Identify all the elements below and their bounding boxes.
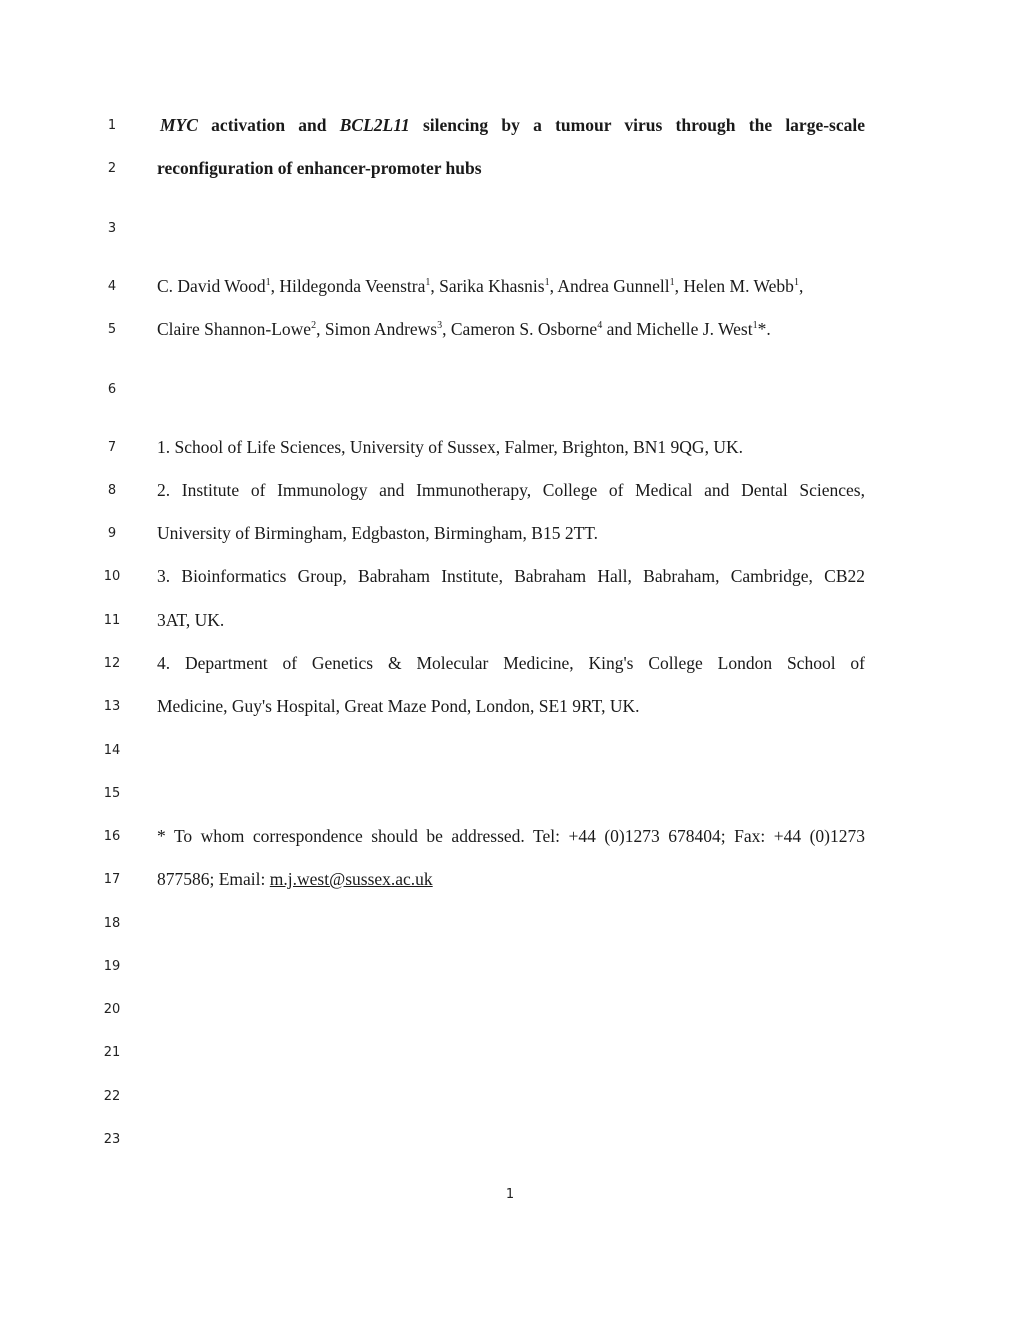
line-number: 22 bbox=[103, 1089, 121, 1104]
affiliation-mark: 4 bbox=[597, 320, 603, 331]
author-line-2 bbox=[157, 314, 865, 344]
line-row-20 bbox=[0, 994, 1020, 1024]
line-row-22 bbox=[0, 1081, 1020, 1111]
author-name: Michelle J. West bbox=[636, 319, 753, 339]
separator: , bbox=[674, 276, 684, 296]
line-number: 15 bbox=[103, 786, 121, 801]
line-number: 4 bbox=[107, 279, 117, 294]
title-text: silencing by a tumour virus through the large-scale bbox=[409, 115, 865, 135]
line-number: 17 bbox=[103, 872, 121, 887]
affiliation-mark: 1 bbox=[793, 277, 799, 288]
affiliation-mark: 1 bbox=[425, 277, 431, 288]
separator: , bbox=[270, 276, 280, 296]
line-row-23 bbox=[0, 1124, 1020, 1154]
line-number: 20 bbox=[103, 1002, 121, 1017]
line-number: 1 bbox=[107, 118, 117, 133]
author-line-1 bbox=[157, 271, 865, 301]
line-row-18 bbox=[0, 908, 1020, 938]
separator: , bbox=[316, 319, 325, 339]
line-number: 10 bbox=[103, 569, 121, 584]
separator: , bbox=[798, 276, 804, 296]
author-name: Claire Shannon-Lowe bbox=[157, 319, 312, 339]
line-number: 13 bbox=[103, 699, 121, 714]
line-row-6 bbox=[0, 374, 1020, 404]
line-number: 5 bbox=[107, 322, 117, 337]
affiliation-mark: 1 bbox=[265, 277, 271, 288]
correspondence-line-2 bbox=[157, 864, 865, 894]
affiliation-mark: 1 bbox=[544, 277, 550, 288]
affiliation-1: 1. School of Life Sciences, University of Sussex, Falmer, Brighton, BN1 9QG, UK. bbox=[157, 437, 743, 457]
author-name: Sarika Khasnis bbox=[439, 276, 545, 296]
title-line-2: reconfiguration of enhancer-promoter hubs bbox=[157, 158, 482, 178]
gene-name-bcl2l11: BCL2L11 bbox=[339, 115, 410, 135]
line-number: 18 bbox=[103, 916, 121, 931]
email-link[interactable]: m.j.west@sussex.ac.uk bbox=[269, 869, 433, 889]
line-number: 23 bbox=[103, 1132, 121, 1147]
affiliation-mark: 1 bbox=[669, 277, 675, 288]
affiliation-2-line-1: 2. Institute of Immunology and Immunotherapy, College of Medical and Dental Sciences, bbox=[157, 480, 865, 500]
line-number: 7 bbox=[107, 440, 117, 455]
line-number: 9 bbox=[107, 526, 117, 541]
line-row-15 bbox=[0, 778, 1020, 808]
line-number: 16 bbox=[103, 829, 121, 844]
line-row-19 bbox=[0, 951, 1020, 981]
email-prefix: 877586; Email: bbox=[157, 869, 270, 889]
line-number: 14 bbox=[103, 743, 121, 758]
affiliation-3-line-2: 3AT, UK. bbox=[157, 610, 225, 630]
gene-name-myc: MYC bbox=[160, 115, 198, 135]
line-row-21 bbox=[0, 1037, 1020, 1067]
separator: , bbox=[442, 319, 451, 339]
author-name: Helen M. Webb bbox=[683, 276, 794, 296]
affiliation-mark: 3 bbox=[437, 320, 443, 331]
line-number: 11 bbox=[103, 613, 121, 628]
line-number: 19 bbox=[103, 959, 121, 974]
author-name: Andrea Gunnell bbox=[557, 276, 670, 296]
separator: and bbox=[602, 319, 637, 339]
separator: *. bbox=[757, 319, 771, 339]
title-line-1 bbox=[160, 110, 865, 140]
author-name: Hildegonda Veenstra bbox=[279, 276, 426, 296]
affiliation-mark: 1 bbox=[752, 320, 758, 331]
affiliation-4-line-1: 4. Department of Genetics & Molecular Medicine, King's College London School of bbox=[157, 653, 865, 673]
affiliation-4-line-2: Medicine, Guy's Hospital, Great Maze Pond, London, SE1 9RT, UK. bbox=[157, 696, 640, 716]
separator: , bbox=[430, 276, 440, 296]
affiliation-2-line-2: University of Birmingham, Edgbaston, Birmingham, B15 2TT. bbox=[157, 523, 599, 543]
line-number: 2 bbox=[107, 161, 117, 176]
line-number: 21 bbox=[103, 1045, 121, 1060]
line-row-3 bbox=[0, 213, 1020, 243]
affiliation-mark: 2 bbox=[311, 320, 317, 331]
line-number: 8 bbox=[107, 483, 117, 498]
line-number: 3 bbox=[107, 221, 117, 236]
title-text: activation and bbox=[197, 115, 340, 135]
separator: , bbox=[549, 276, 558, 296]
correspondence-line-1: * To whom correspondence should be addressed. Tel: +44 (0)1273 678404; Fax: +44 (0)1273 bbox=[157, 826, 865, 846]
line-row-14 bbox=[0, 735, 1020, 765]
author-name: C. David Wood bbox=[157, 276, 266, 296]
affiliation-3-line-1: 3. Bioinformatics Group, Babraham Institute, Babraham Hall, Babraham, Cambridge, CB22 bbox=[157, 566, 865, 586]
author-name: Cameron S. Osborne bbox=[450, 319, 598, 339]
line-number: 6 bbox=[107, 382, 117, 397]
author-name: Simon Andrews bbox=[324, 319, 438, 339]
line-number: 12 bbox=[103, 656, 121, 671]
page-number: 1 bbox=[505, 1187, 515, 1202]
